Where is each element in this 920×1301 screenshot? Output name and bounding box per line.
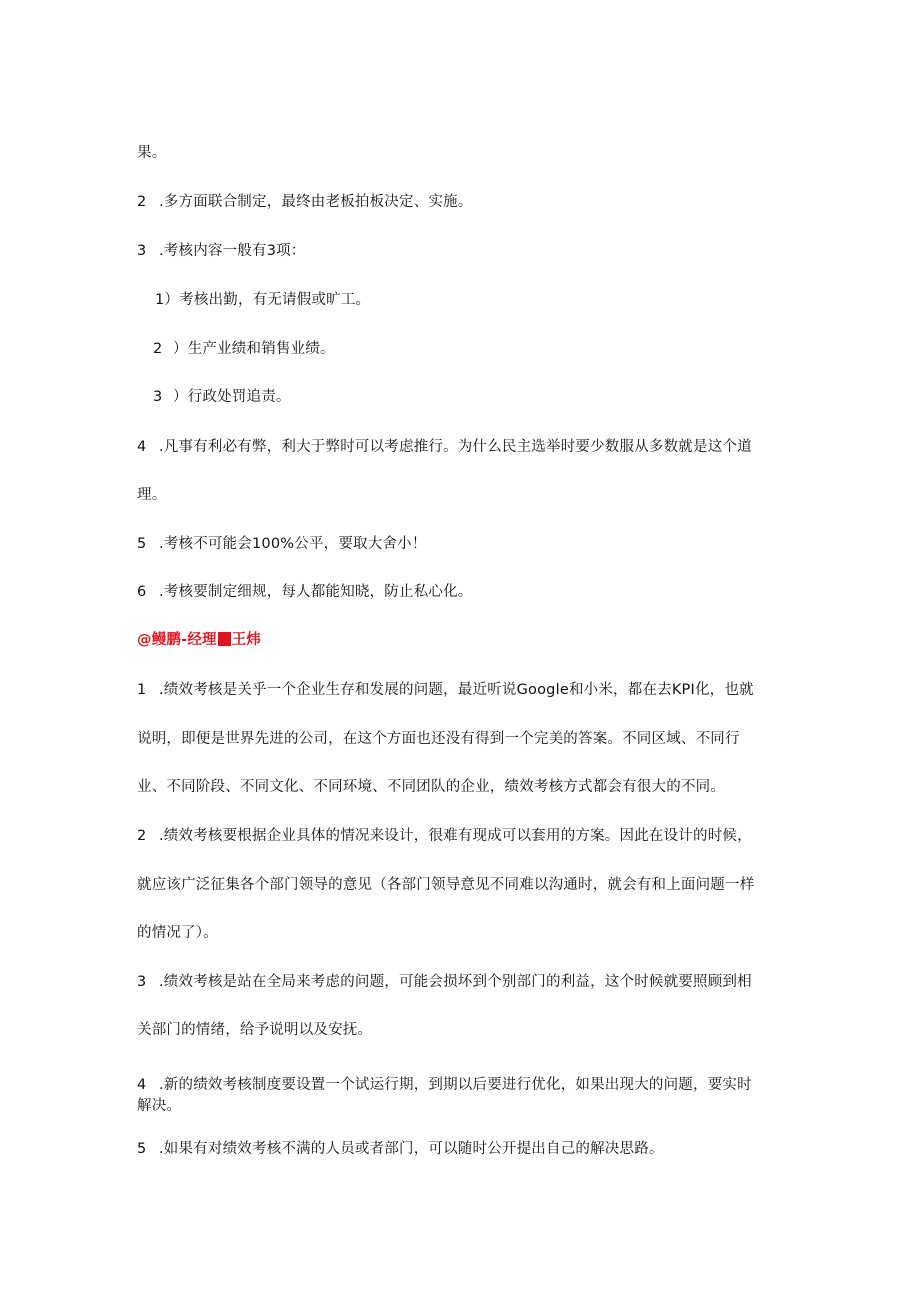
- list-item-continuation: 的情况了）。: [137, 925, 218, 941]
- list-number: 5: [137, 536, 147, 552]
- sub-list-text: ）生产业绩和销售业绩。: [173, 341, 335, 357]
- sub-list-item: [155, 290, 370, 310]
- author-suffix: 王炜: [231, 632, 262, 648]
- paragraph-continuation: 果。: [137, 145, 167, 161]
- list-text: .考核要制定细规，每人都能知晓，防止私心化。: [159, 584, 473, 600]
- list-text: .绩效考核是站在全局来考虑的问题，可能会损坏到个别部门的利益，这个时候就要照顾到相: [159, 974, 752, 990]
- list-number: 3: [137, 243, 147, 259]
- list-number: 3: [137, 974, 147, 990]
- list-item-continuation: 理。: [137, 487, 167, 503]
- sub-list-number: 1）: [155, 292, 180, 308]
- sub-list-number: 3: [153, 389, 163, 405]
- list-item: [137, 826, 752, 846]
- list-number: 1: [137, 682, 147, 698]
- list-item-continuation: 业、不同阶段、不同文化、不同环境、不同团队的企业，绩效考核方式都会有很大的不同。: [137, 779, 725, 795]
- sub-list-text: ）行政处罚追责。: [173, 389, 291, 405]
- list-text: .考核内容一般有3项：: [159, 243, 306, 259]
- list-item: [137, 192, 473, 212]
- list-text: .新的绩效考核制度要设置一个试运行期，到期以后要进行优化，如果出现大的问题，要实时: [159, 1077, 752, 1093]
- list-text: .如果有对绩效考核不满的人员或者部门，可以随时公开提出自己的解决思路。: [159, 1141, 664, 1157]
- list-item: [137, 534, 427, 554]
- list-item: [137, 1139, 664, 1159]
- list-text: .多方面联合制定，最终由老板拍板决定、实施。: [159, 194, 473, 210]
- list-item: [137, 582, 473, 602]
- list-item-continuation: 就应该广泛征集各个部门领导的意见（各部门领导意见不同难以沟通时，就会有和上面问题一样: [137, 877, 755, 893]
- list-item: [137, 241, 306, 261]
- list-text: .绩效考核是关乎一个企业生存和发展的问题，最近听说Google和小米，都在去KPI化，也就: [159, 682, 754, 698]
- list-number: 2: [137, 194, 147, 210]
- sub-list-number: 2: [153, 341, 163, 357]
- list-number: 4: [137, 439, 147, 455]
- author-prefix: @鳗鹏-经理: [137, 632, 217, 648]
- list-item: [137, 1075, 752, 1095]
- list-text: .考核不可能会100%公平，要取大舍小！: [159, 536, 427, 552]
- sub-list-item: [153, 339, 335, 359]
- list-text: .凡事有利必有弊，利大于弊时可以考虑推行。为什么民主选举时要少数服从多数就是这个道: [159, 439, 752, 455]
- sub-list-item: [153, 387, 291, 407]
- list-number: 4: [137, 1077, 147, 1093]
- list-number: 2: [137, 828, 147, 844]
- redaction-block: [218, 632, 231, 646]
- list-item: [137, 437, 752, 457]
- author-heading: [137, 630, 261, 650]
- list-item-continuation: 解决。: [137, 1098, 182, 1114]
- list-text: .绩效考核要根据企业具体的情况来设计，很难有现成可以套用的方案。因此在设计的时候，: [159, 828, 752, 844]
- list-number: 5: [137, 1141, 147, 1157]
- list-item: [137, 972, 752, 992]
- list-item-continuation: 关部门的情绪，给予说明以及安抚。: [137, 1022, 373, 1038]
- list-item-continuation: 说明，即便是世界先进的公司，在这个方面也还没有得到一个完美的答案。不同区域、不同行: [137, 731, 740, 747]
- sub-list-text: 考核出勤，有无请假或旷工。: [179, 292, 371, 308]
- list-number: 6: [137, 584, 147, 600]
- list-item: [137, 680, 754, 700]
